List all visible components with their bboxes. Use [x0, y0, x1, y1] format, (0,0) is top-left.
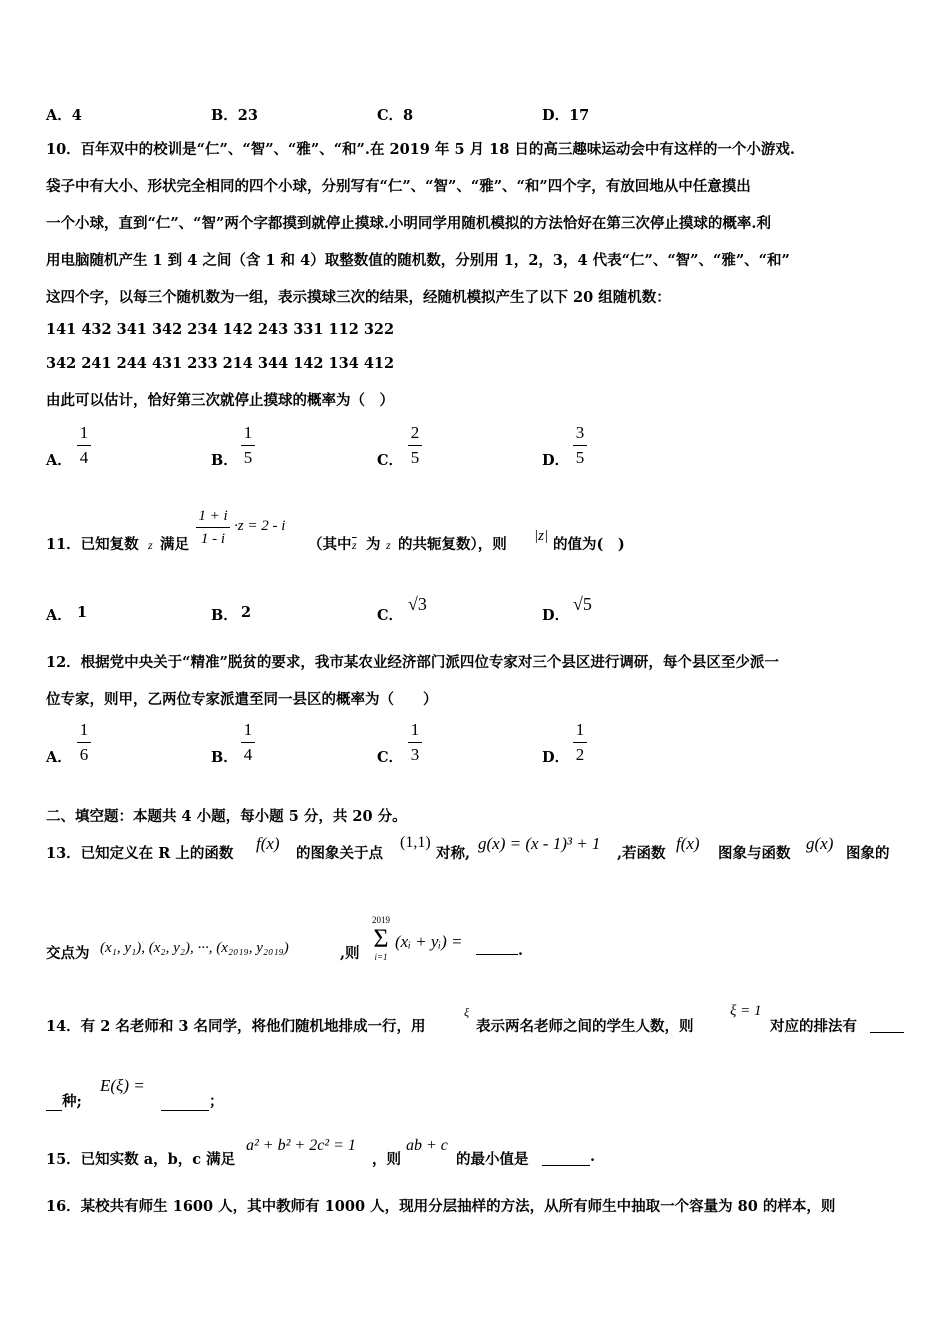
- q11-option-c-value: √3: [408, 594, 427, 614]
- q14-xi: ξ: [464, 1005, 470, 1019]
- q14-expectation: E(ξ) =: [100, 1076, 145, 1095]
- q11-as: 为: [366, 536, 381, 553]
- q10-line-2: 袋子中有大小、形状完全相同的四个小球，分别写有“仁”、“智”、“雅”、“和”四个字，有放回地从中任意摸出: [46, 178, 751, 195]
- q10-random-numbers-1: 141 432 341 342 234 142 243 331 112 322: [46, 321, 395, 338]
- q13-answer-blank: .: [476, 942, 523, 959]
- q10-option-c-label: C．: [377, 452, 404, 469]
- q13-text-5: 图象与函数: [718, 845, 791, 862]
- q13-g-def: g(x) = (x - 1)³ + 1: [478, 834, 601, 853]
- q11-satisfy: 满足: [160, 536, 189, 553]
- q12-option-b-label: B．: [211, 749, 238, 766]
- q14-blank-2: ；: [161, 1090, 224, 1111]
- q11-option-b-value: 2: [241, 604, 252, 621]
- q11-equation: ·z = 2 - i: [234, 518, 286, 534]
- q11-tail: 的值为( ): [553, 536, 625, 553]
- q13-summation: 2019 Σ i=1: [372, 915, 390, 962]
- q11-option-b-label: B．: [211, 607, 238, 624]
- q11-option-a-label: A．: [46, 607, 72, 624]
- q11-paren-open: （其中: [308, 536, 352, 553]
- q14-text-1: 14．有 2 名老师和 3 名同学，将他们随机地排成一行，用: [46, 1018, 426, 1035]
- q11-zbar: $\overline{z}$: [352, 538, 357, 552]
- q10-line-1: 10．百年双中的校训是“仁”、“智”、“雅”、“和”.在 2019 年 5 月 18 日的高三趣味运动会中有这样的一个小游戏.: [46, 141, 795, 158]
- q11-abs-z: |z|: [534, 528, 549, 544]
- q13-f-x: f(x): [256, 834, 280, 853]
- q13-sum-body: (xᵢ + yᵢ) =: [395, 932, 463, 951]
- q11-option-d-value: √5: [573, 594, 592, 614]
- q10-option-a-label: A．: [46, 452, 72, 469]
- q11-conj: 的共轭复数），则: [398, 536, 507, 553]
- q10-line-4: 用电脑随机产生 1 到 4 之间（含 1 和 4）取整数值的随机数，分别用 1，2，3，4 代表“仁”、“智”、“雅”、“和”: [46, 252, 790, 269]
- q15-expression: ab + c: [406, 1137, 448, 1154]
- q10-random-numbers-2: 342 241 244 431 233 214 344 142 134 412: [46, 355, 395, 372]
- q13-text-8: ,则: [340, 945, 360, 962]
- q10-question: 由此可以估计，恰好第三次就停止摸球的概率为（ ）: [46, 392, 394, 409]
- q9-option-d: D．17: [542, 107, 590, 124]
- q10-option-d-fraction: 3 5: [573, 423, 587, 468]
- q13-text-2: 的图象关于点: [296, 845, 383, 862]
- q14-blank-1b: 种;: [46, 1090, 82, 1111]
- q12-option-d-label: D．: [542, 749, 570, 766]
- q13-text-6: 图象的: [846, 845, 890, 862]
- q15-answer-blank: .: [542, 1148, 595, 1166]
- q12-option-b-fraction: 1 4: [241, 720, 255, 765]
- q10-option-d-label: D．: [542, 452, 570, 469]
- q15-text-1: 15．已知实数 a，b，c 满足: [46, 1151, 236, 1168]
- q13-f-x-2: f(x): [676, 834, 700, 853]
- q14-text-2: 表示两名老师之间的学生人数，则: [476, 1018, 694, 1035]
- q12-option-a-fraction: 1 6: [77, 720, 91, 765]
- q11-prefix: 11．已知复数: [46, 536, 139, 553]
- q11-option-c-label: C．: [377, 607, 404, 624]
- q13-text-4: ,若函数: [617, 845, 666, 862]
- q15-equation: a² + b² + 2c² = 1: [246, 1137, 356, 1154]
- q12-option-a-label: A．: [46, 749, 72, 766]
- q12-option-c-label: C．: [377, 749, 404, 766]
- q12-option-d-fraction: 1 2: [573, 720, 587, 765]
- q9-option-c: C．8: [377, 107, 414, 124]
- q13-point: (1,1): [400, 834, 431, 851]
- q10-option-b-fraction: 1 5: [241, 423, 255, 468]
- q11-fraction: 1 + i 1 - i: [196, 507, 230, 548]
- q13-text-1: 13．已知定义在 R 上的函数: [46, 845, 234, 862]
- q15-text-3: 的最小值是: [456, 1151, 529, 1168]
- q11-z2: z: [386, 538, 391, 552]
- q11-option-a-value: 1: [77, 604, 88, 621]
- q9-option-a: A．4: [46, 107, 82, 124]
- section-fill-in-title: 二、填空题：本题共 4 小题，每小题 5 分，共 20 分。: [46, 808, 407, 825]
- q13-text-7: 交点为: [46, 945, 90, 962]
- q10-option-c-fraction: 2 5: [408, 423, 422, 468]
- q10-option-b-label: B．: [211, 452, 238, 469]
- q9-option-b: B．23: [211, 107, 258, 124]
- q10-line-3: 一个小球，直到“仁”、“智”两个字都摸到就停止摸球.小明同学用随机模拟的方法恰好在第三次停止摸球的概率.利: [46, 215, 771, 232]
- q15-text-2: ，则: [372, 1151, 401, 1168]
- q14-xi-eq-1: ξ = 1: [730, 1003, 762, 1019]
- q14-blank-1a: [870, 1015, 904, 1033]
- q12-line-2: 位专家，则甲，乙两位专家派遣至同一县区的概率为（ ）: [46, 691, 438, 708]
- q12-option-c-fraction: 1 3: [408, 720, 422, 765]
- q11-option-d-label: D．: [542, 607, 570, 624]
- q10-line-5: 这四个字，以每三个随机数为一组，表示摸球三次的结果，经随机模拟产生了以下 20 组随机数：: [46, 289, 671, 306]
- q14-text-3: 对应的排法有: [770, 1018, 857, 1035]
- q13-text-3: 对称,: [436, 845, 471, 862]
- q12-line-1: 12．根据党中央关于“精准”脱贫的要求，我市某农业经济部门派四位专家对三个县区进行调研，每个县区至少派一: [46, 654, 779, 671]
- q13-g-x: g(x): [806, 834, 834, 853]
- q16-line-1: 16．某校共有师生 1600 人，其中教师有 1000 人，现用分层抽样的方法，从所有师生中抽取一个容量为 80 的样本，则: [46, 1198, 836, 1215]
- q10-option-a-fraction: 1 4: [77, 423, 91, 468]
- q11-z: z: [148, 538, 153, 552]
- q13-intersection-points: (x₁, y₁), (x₂, y₂), ···, (x₂₀₁₉, y₂₀₁₉): [100, 940, 289, 956]
